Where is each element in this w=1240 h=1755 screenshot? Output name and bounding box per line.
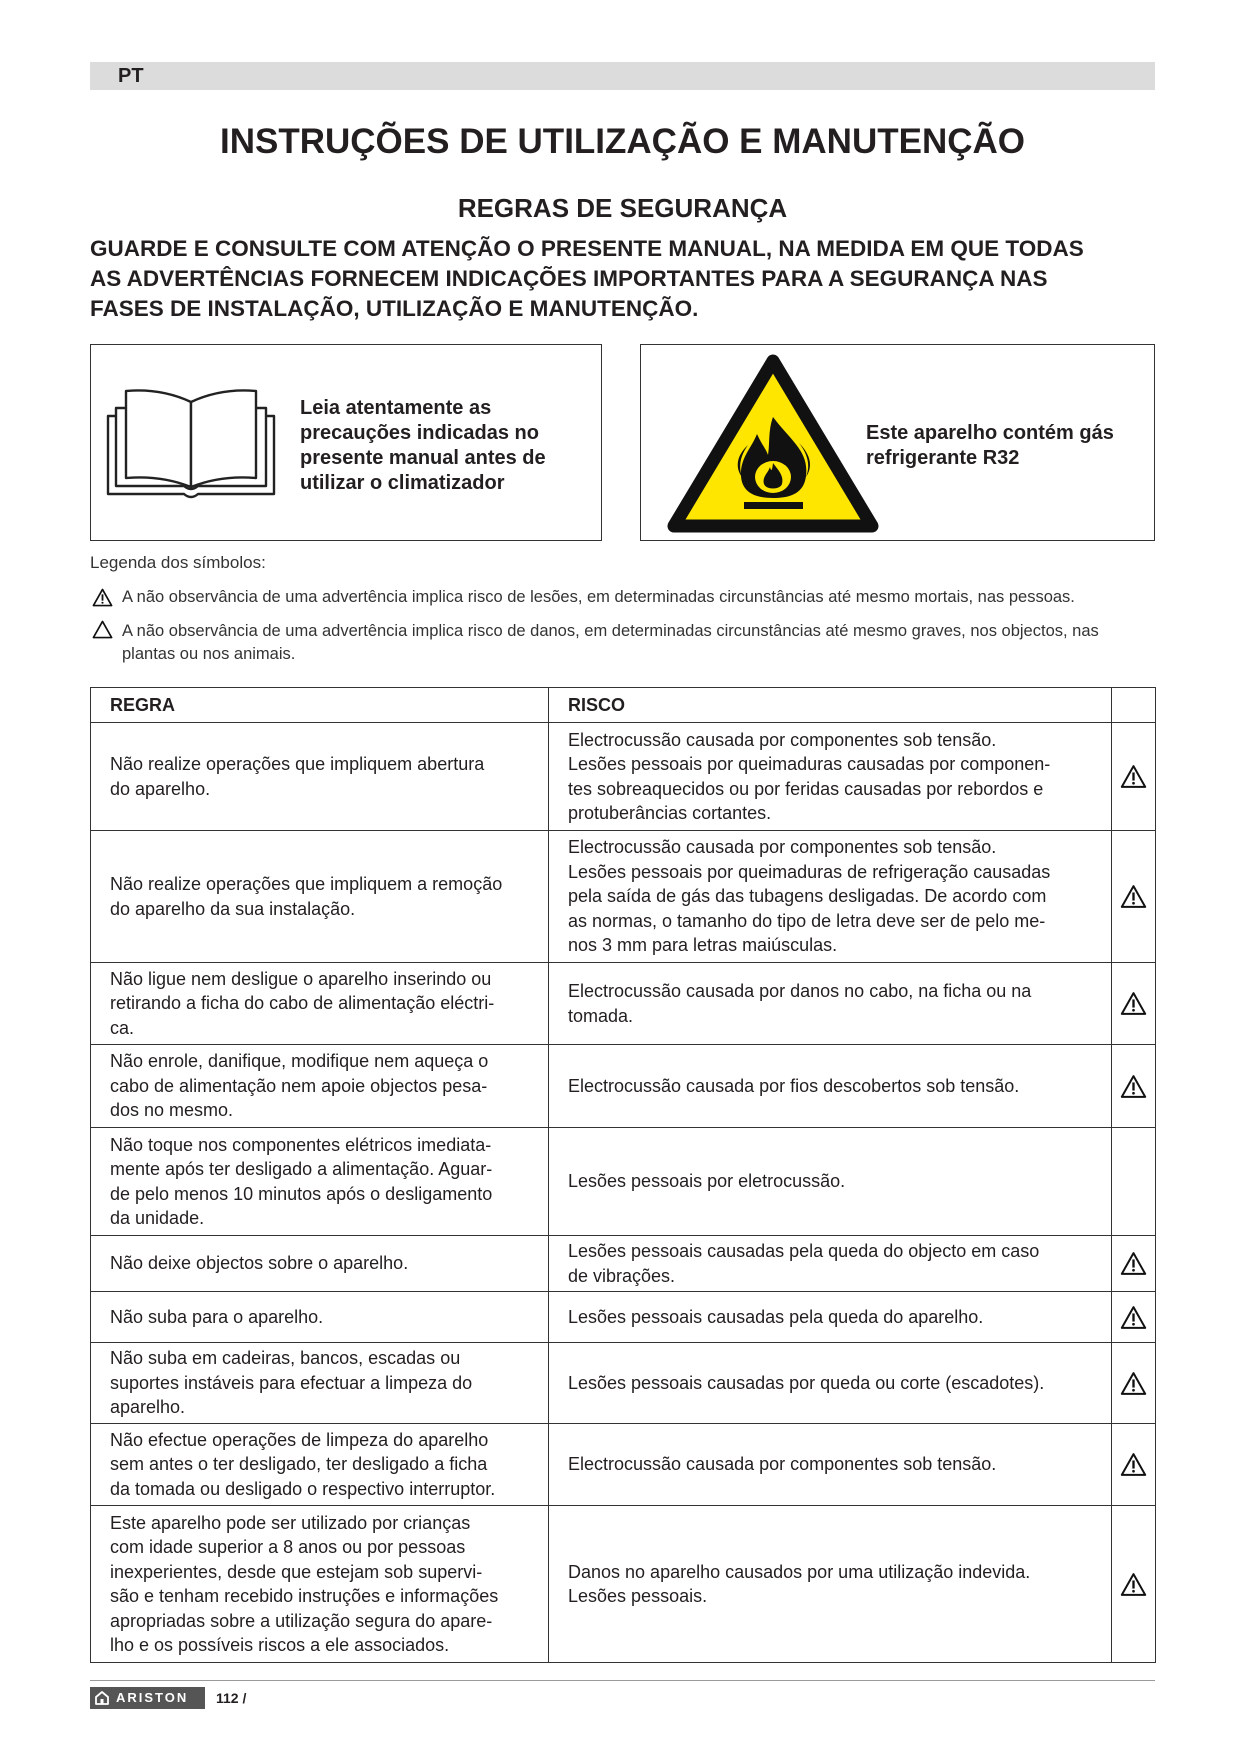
symbol-cell <box>1112 1343 1156 1424</box>
table-row <box>91 1424 1156 1506</box>
warning-outline-icon <box>92 620 113 639</box>
rule-cell: Não suba em cadeiras, bancos, escadas ou suportes instáveis para efectuar a limpeza do aparelho. <box>91 1343 549 1424</box>
rule-cell: Não suba para o aparelho. <box>91 1292 549 1343</box>
rule-cell: Não realize operações que impliquem abertura do aparelho. <box>91 723 549 831</box>
rule-cell: Não realize operações que impliquem a remoção do aparelho da sua instalação. <box>91 831 549 963</box>
rule-cell: Não toque nos componentes elétricos imediata- mente após ter desligado a alimentação. Aguar- de pelo menos 10 minutos após o desligamento da unidade. <box>91 1128 549 1236</box>
flammable-warning-icon <box>641 345 881 540</box>
symbol-cell <box>1112 963 1156 1045</box>
symbol-cell <box>1112 1292 1156 1343</box>
legend-text: A não observância de uma advertência implica risco de lesões, em determinadas circunstâncias até mesmo mortais, nas pessoas. <box>122 588 1075 606</box>
symbol-cell <box>1112 723 1156 831</box>
brand-logo <box>90 1687 205 1709</box>
section-title: REGRAS DE SEGURANÇA <box>457 193 788 223</box>
risk-cell: Electrocussão causada por danos no cabo, na ficha ou na tomada. <box>549 963 1112 1045</box>
risk-cell: Danos no aparelho causados por uma utilização indevida. Lesões pessoais. <box>549 1506 1112 1663</box>
table-row <box>91 1343 1156 1424</box>
warning-exclamation-icon <box>1120 991 1147 1016</box>
open-book-icon <box>106 386 276 504</box>
refrigerant-text: Este aparelho contém gás refrigerante R32 <box>866 422 1114 469</box>
safety-rules-table <box>90 687 1156 1663</box>
warning-exclamation-icon <box>1120 1305 1147 1330</box>
risk-cell: Electrocussão causada por componentes sob tensão. Lesões pessoais por queimaduras causadas por componen- tes sobreaquecidos ou por feridas causadas por rebordos e protuberâncias cortantes. <box>549 723 1112 831</box>
symbol-cell <box>1112 1128 1156 1236</box>
read-manual-text: Leia atentamente as precauções indicadas no presente manual antes de utilizar o climatizador <box>300 397 546 494</box>
warning-exclamation-icon <box>1120 1371 1147 1396</box>
rule-cell: Não enrole, danifique, modifique nem aqueça o cabo de alimentação nem apoie objectos pesa- dos no mesmo. <box>91 1045 549 1128</box>
brand-name: ARISTON <box>116 1690 189 1705</box>
book-right-page <box>191 390 256 487</box>
language-bar <box>90 62 1155 90</box>
book-left-page <box>126 390 191 487</box>
table-row <box>91 963 1156 1045</box>
symbol-cell <box>1112 1424 1156 1506</box>
table-row <box>91 1506 1156 1663</box>
refrigerant-notice <box>640 344 1155 541</box>
intro-warning-text: GUARDE E CONSULTE COM ATENÇÃO O PRESENTE MANUAL, NA MEDIDA EM QUE TODAS AS ADVERTÊNCIAS FORNECEM INDICAÇÕES IMPORTANTES PARA A SEGURANÇA NAS FASES DE INSTALAÇÃO, UTILIZAÇÃO E MANUTENÇÃO. <box>90 236 1084 321</box>
symbol-cell <box>1112 1506 1156 1663</box>
symbol-cell <box>1112 831 1156 963</box>
column-header-symbol <box>1112 688 1156 723</box>
table-row <box>91 1236 1156 1292</box>
legend-title: Legenda dos símbolos: <box>90 553 266 572</box>
rule-cell: Este aparelho pode ser utilizado por crianças com idade superior a 8 anos ou por pessoas inexperientes, desde que estejam sob supervi- são e tenham recebido instruções e informações apropriadas sobre a utilização segura do apare- lho e os possíveis riscos a ele associados. <box>91 1506 549 1663</box>
rule-cell: Não efectue operações de limpeza do aparelho sem antes o ter desligado, ter desligado a ficha da tomada ou desligado o respectivo interruptor. <box>91 1424 549 1506</box>
page-number: 112 / <box>216 1690 247 1706</box>
table-row <box>91 1292 1156 1343</box>
risk-cell: Lesões pessoais causadas por queda ou corte (escadotes). <box>549 1343 1112 1424</box>
legend-text: A não observância de uma advertência implica risco de danos, em determinadas circunstâncias até mesmo graves, nos objectos, nas plantas ou nos animais. <box>122 622 1099 663</box>
symbol-cell <box>1112 1236 1156 1292</box>
symbol-cell <box>1112 1045 1156 1128</box>
table-row <box>91 1045 1156 1128</box>
column-header-risk: RISCO <box>549 688 1112 723</box>
read-manual-notice <box>90 344 602 541</box>
table-header-row <box>91 688 1156 723</box>
risk-cell: Lesões pessoais causadas pela queda do aparelho. <box>549 1292 1112 1343</box>
warning-exclamation-icon <box>1120 764 1147 789</box>
warning-exclamation-icon <box>92 588 113 607</box>
flame-base-bar <box>744 502 803 509</box>
table-row <box>91 723 1156 831</box>
rule-cell: Não deixe objectos sobre o aparelho. <box>91 1236 549 1292</box>
column-header-rule: REGRA <box>91 688 549 723</box>
language-tag: PT <box>118 65 144 87</box>
footer-divider <box>90 1680 1155 1681</box>
warning-exclamation-icon <box>1120 1452 1147 1477</box>
table-row <box>91 1128 1156 1236</box>
warning-exclamation-icon <box>1120 1572 1147 1597</box>
table-row <box>91 831 1156 963</box>
risk-cell: Electrocussão causada por componentes sob tensão. Lesões pessoais por queimaduras de refrigeração causadas pela saída de gás das tubagens desligadas. De acordo com as normas, o tamanho do tipo de letra deve ser de pelo me- nos 3 mm para letras maiúsculas. <box>549 831 1112 963</box>
warning-exclamation-icon <box>1120 1074 1147 1099</box>
risk-cell: Lesões pessoais causadas pela queda do objecto em caso de vibrações. <box>549 1236 1112 1292</box>
house-icon <box>94 1690 110 1706</box>
risk-cell: Electrocussão causada por componentes sob tensão. <box>549 1424 1112 1506</box>
warning-exclamation-icon <box>1120 1251 1147 1276</box>
rule-cell: Não ligue nem desligue o aparelho inserindo ou retirando a ficha do cabo de alimentação eléctri- ca. <box>91 963 549 1045</box>
warning-exclamation-icon <box>1120 884 1147 909</box>
risk-cell: Lesões pessoais por eletrocussão. <box>549 1128 1112 1236</box>
risk-cell: Electrocussão causada por fios descobertos sob tensão. <box>549 1045 1112 1128</box>
page-title: INSTRUÇÕES DE UTILIZAÇÃO E MANUTENÇÃO <box>220 122 1025 161</box>
